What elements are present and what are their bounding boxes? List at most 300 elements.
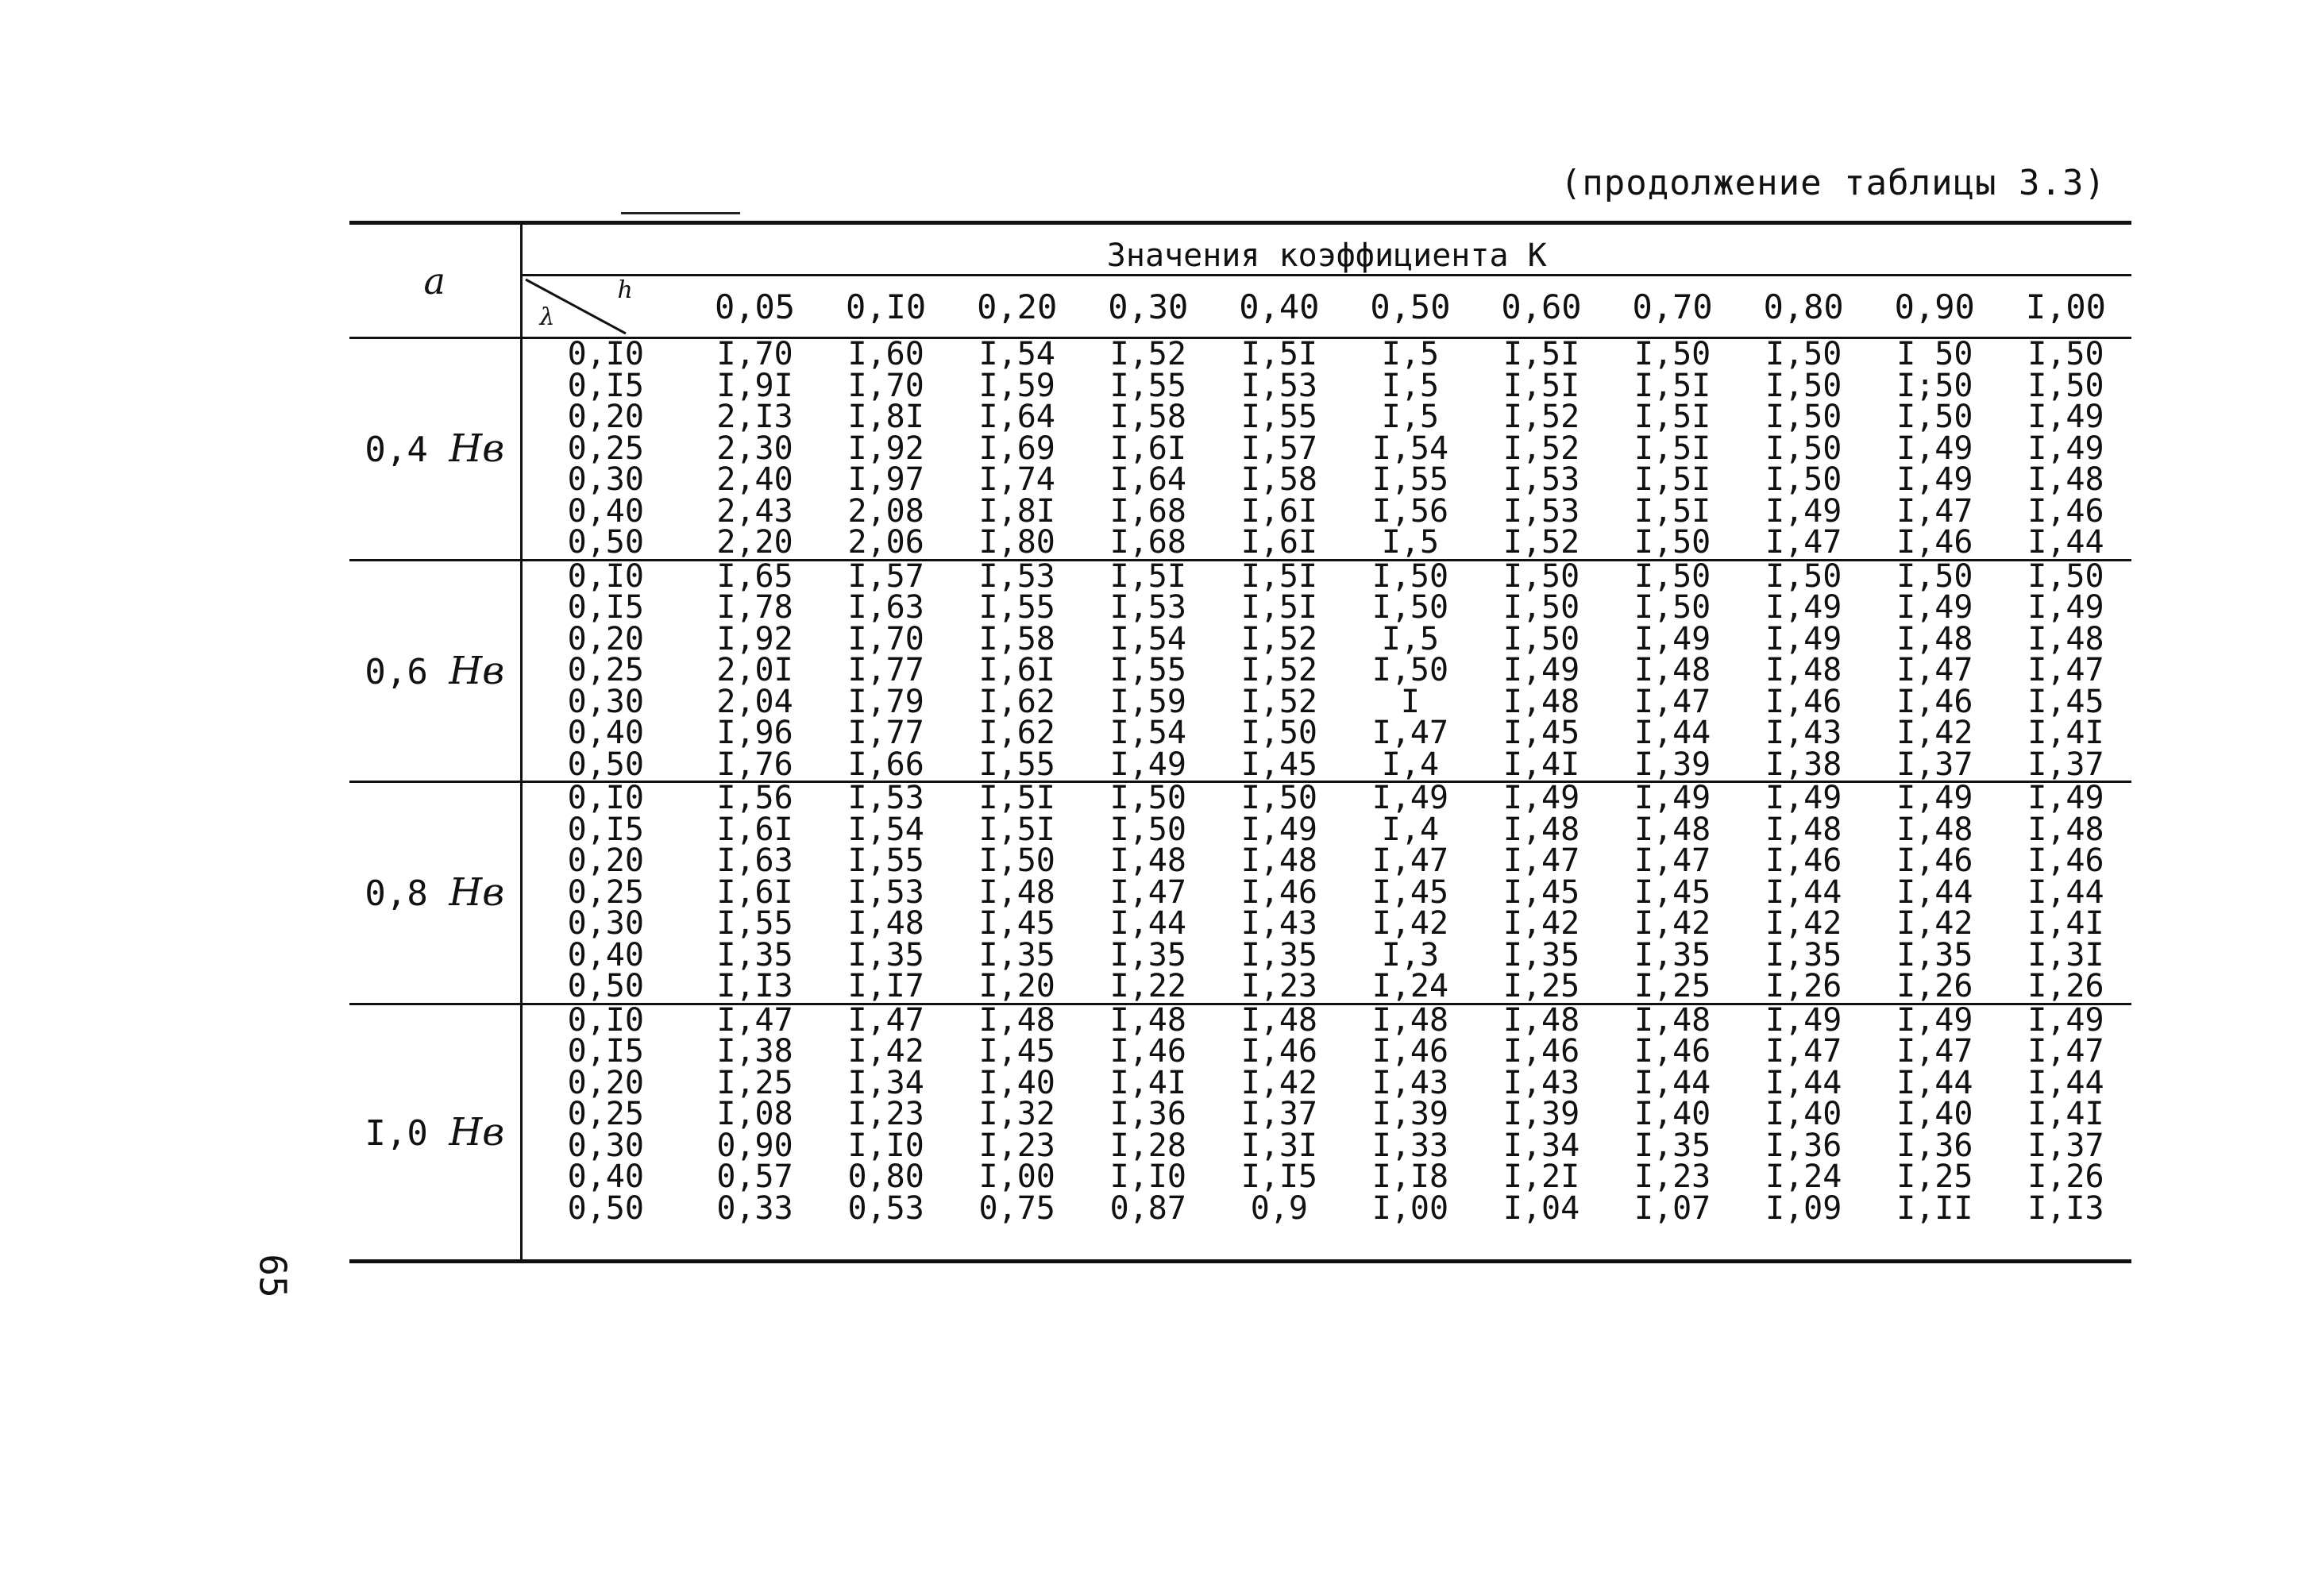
decorative-rule <box>621 212 740 214</box>
lambda-value: 0,I5 <box>567 589 644 626</box>
table-cell: 0,53 <box>847 1189 924 1227</box>
table-cell: I,46 <box>1634 1033 1711 1070</box>
value-column <box>1869 338 2000 561</box>
value-column <box>1082 782 1213 1004</box>
table-cell: I,58 <box>1240 461 1318 498</box>
table-cell: I,3I <box>1240 1127 1318 1164</box>
lambda-value: 0,25 <box>567 873 644 911</box>
table-cell: I,49 <box>1765 589 1842 626</box>
table-cell: I,44 <box>1765 873 1842 911</box>
table-cell: I,00 <box>1371 1189 1449 1227</box>
table-cell: I,63 <box>847 589 924 626</box>
table-cell: I,20 <box>978 968 1055 1004</box>
table-cell: I,I0 <box>1109 1158 1186 1195</box>
value-column <box>1344 1001 1475 1262</box>
column-header-h: 0,90 <box>1869 276 2000 338</box>
table-cell: I,59 <box>1109 683 1186 720</box>
value-column <box>1738 338 1869 561</box>
value-column <box>951 557 1082 783</box>
table-cell: I,57 <box>847 557 924 595</box>
table-cell: I,25 <box>1634 968 1711 1004</box>
table-cell: I,54 <box>1109 620 1186 657</box>
table-cell: I,50 <box>1502 557 1580 595</box>
table-cell: I,55 <box>1109 367 1186 404</box>
table-cell: 2,06 <box>847 524 924 561</box>
table-cell: 2,08 <box>847 492 924 530</box>
lambda-value: 0,40 <box>567 715 644 751</box>
table-cell: I,55 <box>978 746 1055 783</box>
table-cell: I,26 <box>2027 968 2104 1004</box>
table-cell: I,50 <box>2027 336 2104 372</box>
table-cell: 0,80 <box>847 1158 924 1195</box>
value-column <box>1082 557 1213 783</box>
table-cell: I,46 <box>2027 842 2104 879</box>
value-column <box>1738 782 1869 1004</box>
table-cell: I,48 <box>1502 1001 1580 1039</box>
table-cell: I,6I <box>716 873 793 911</box>
lambda-column <box>521 782 689 1004</box>
value-column <box>1869 782 2000 1004</box>
table-cell: I,5I <box>1634 367 1711 404</box>
value-column <box>820 782 951 1004</box>
table-cell: I,45 <box>2027 683 2104 720</box>
table-cell: I,66 <box>847 746 924 783</box>
lambda-value: 0,25 <box>567 430 644 467</box>
table-cell: I,45 <box>1371 873 1449 911</box>
table-cell: I,47 <box>1896 492 1973 530</box>
table-cell: I,45 <box>1240 746 1318 783</box>
value-column <box>1213 338 1344 561</box>
lambda-value: 0,50 <box>567 1189 644 1227</box>
table-cell: I,52 <box>1502 399 1580 435</box>
table-cell: I,5I <box>1240 557 1318 595</box>
table-cell: I,23 <box>1634 1158 1711 1195</box>
value-column <box>1475 782 1606 1004</box>
table-row-group <box>349 1004 2131 1262</box>
table-cell: 2,0I <box>716 652 793 688</box>
table-row-group <box>349 782 2131 1004</box>
table-cell: I,39 <box>1371 1096 1449 1132</box>
table-cell: I,I3 <box>716 968 793 1004</box>
table-cell: I,50 <box>1634 589 1711 626</box>
table-cell: I,64 <box>1109 461 1186 498</box>
table-cell: I,50 <box>1896 557 1973 595</box>
table-cell: I,48 <box>1109 842 1186 879</box>
lambda-value: 0,I0 <box>567 780 644 816</box>
lambda-value: 0,20 <box>567 620 644 657</box>
table-cell: I,5I <box>1634 461 1711 498</box>
table-cell: I,5I <box>1634 399 1711 435</box>
value-column <box>1869 1001 2000 1262</box>
table-cell: I,48 <box>1109 1001 1186 1039</box>
table-cell: I,34 <box>847 1064 924 1101</box>
table-cell: 2,04 <box>716 683 793 720</box>
table-cell: 2,20 <box>716 524 793 561</box>
table-cell: I,24 <box>1765 1158 1842 1195</box>
table-cell: I,58 <box>978 620 1055 657</box>
table-cell: 0,9 <box>1250 1189 1308 1227</box>
table-cell: I,46 <box>1896 683 1973 720</box>
table-cell: I,35 <box>1240 936 1318 973</box>
table-cell: I,52 <box>1240 652 1318 688</box>
lambda-value: 0,I5 <box>567 367 644 404</box>
lambda-value: 0,20 <box>567 842 644 879</box>
table-cell: I,47 <box>1896 1033 1973 1070</box>
lambda-value: 0,50 <box>567 968 644 1004</box>
table-cell: I,48 <box>2027 461 2104 498</box>
table-cell: I,5I <box>1634 492 1711 530</box>
table-cell: I,77 <box>847 715 924 751</box>
h-values-row <box>349 276 2131 338</box>
table-cell: I,52 <box>1109 336 1186 372</box>
table-cell: I,42 <box>1896 905 1973 942</box>
table-cell: I,48 <box>2027 811 2104 848</box>
page-number: 65 <box>251 1254 295 1298</box>
table-cell: I,53 <box>847 780 924 816</box>
table-cell: I,37 <box>1896 746 1973 783</box>
table-cell: I,35 <box>1765 936 1842 973</box>
table-cell: I,I7 <box>847 968 924 1004</box>
table-cell: I,5 <box>1381 336 1440 372</box>
table-cell: I,46 <box>1765 683 1842 720</box>
value-column <box>689 338 820 561</box>
value-column <box>1213 782 1344 1004</box>
table-cell: I,77 <box>847 652 924 688</box>
table-cell: I,48 <box>1765 652 1842 688</box>
table-cell: I,26 <box>1896 968 1973 1004</box>
value-column <box>820 338 951 561</box>
lambda-value: 0,I0 <box>567 336 644 372</box>
table-cell: I,I0 <box>847 1127 924 1164</box>
table-cell: I,48 <box>1371 1001 1449 1039</box>
table-cell: I,49 <box>1502 780 1580 816</box>
table-title-row <box>349 223 2131 276</box>
lambda-value: 0,I5 <box>567 1033 644 1070</box>
table-cell: I,47 <box>1765 1033 1842 1070</box>
table-cell: I,38 <box>716 1033 793 1070</box>
table-cell: I,40 <box>1896 1096 1973 1132</box>
table-cell: I,50 <box>1765 557 1842 595</box>
table-cell: I,47 <box>1896 652 1973 688</box>
table-cell: I,55 <box>1109 652 1186 688</box>
table-cell: I,56 <box>1371 492 1449 530</box>
table-cell: I,23 <box>1240 968 1318 1004</box>
table-cell: I,50 <box>1634 557 1711 595</box>
table-cell: 2,30 <box>716 430 793 467</box>
table-cell: I,44 <box>2027 524 2104 561</box>
table-cell: I,49 <box>1896 589 1973 626</box>
row-group-label <box>349 782 521 1004</box>
table-cell: I,36 <box>1765 1127 1842 1164</box>
table-cell: I <box>1400 683 1420 720</box>
table-cell: I,49 <box>1634 780 1711 816</box>
table-cell: I,62 <box>978 683 1055 720</box>
table-cell: 0,57 <box>716 1158 793 1195</box>
table-cell: I,42 <box>1502 905 1580 942</box>
table-cell: I,48 <box>1896 620 1973 657</box>
table-cell: I,37 <box>2027 746 2104 783</box>
table-cell: I,49 <box>2027 399 2104 435</box>
table-cell: I,52 <box>1240 620 1318 657</box>
table-cell: I;50 <box>1896 367 1973 404</box>
table-cell: I,34 <box>1502 1127 1580 1164</box>
table-cell: I,49 <box>1109 746 1186 783</box>
table-cell: I,6I <box>1240 524 1318 561</box>
table-cell: I,49 <box>1765 620 1842 657</box>
table-cell: I,5I <box>1502 336 1580 372</box>
table-cell: 0,87 <box>1109 1189 1186 1227</box>
table-cell: I,44 <box>1765 1064 1842 1101</box>
table-cell: I,23 <box>978 1127 1055 1164</box>
row-group-label-unit: Hв <box>449 426 505 472</box>
table-cell: I,5I <box>1240 589 1318 626</box>
table-cell: I,50 <box>1765 336 1842 372</box>
table-cell: I,65 <box>716 557 793 595</box>
table-cell: I,36 <box>1109 1096 1186 1132</box>
table-cell: I,40 <box>1634 1096 1711 1132</box>
table-cell: I,49 <box>1240 811 1318 848</box>
table-cell: I,07 <box>1634 1189 1711 1227</box>
table-cell: I,49 <box>1765 1001 1842 1039</box>
table-cell: I,6I <box>1109 430 1186 467</box>
table-cell: I,42 <box>1896 715 1973 751</box>
value-column <box>1607 338 1738 561</box>
table-cell: I,48 <box>1240 842 1318 879</box>
table-cell: I,78 <box>716 589 793 626</box>
table-cell: I,58 <box>1109 399 1186 435</box>
table-cell: I,49 <box>2027 1001 2104 1039</box>
table-cell: I,35 <box>1109 936 1186 973</box>
table-cell: I,50 <box>1634 524 1711 561</box>
table-cell: I,35 <box>716 936 793 973</box>
table-cell: I,79 <box>847 683 924 720</box>
table-cell: I,76 <box>716 746 793 783</box>
value-column <box>1082 338 1213 561</box>
lambda-column <box>521 557 689 783</box>
value-column <box>820 1001 951 1262</box>
table-cell: I,59 <box>978 367 1055 404</box>
lambda-value: 0,20 <box>567 399 644 435</box>
table-cell: I,50 <box>1765 367 1842 404</box>
table-cell: I,42 <box>1240 1064 1318 1101</box>
table-cell: 2,43 <box>716 492 793 530</box>
table-cell: I,45 <box>1502 873 1580 911</box>
table-cell: I,69 <box>978 430 1055 467</box>
table-cell: I,48 <box>1240 1001 1318 1039</box>
table-cell: I,50 <box>2027 367 2104 404</box>
column-header-h: 0,80 <box>1738 276 1869 338</box>
table-cell: I,47 <box>1371 715 1449 751</box>
table-cell: I,60 <box>847 336 924 372</box>
table-cell: I,35 <box>978 936 1055 973</box>
table-cell: I,96 <box>716 715 793 751</box>
lambda-value: 0,50 <box>567 524 644 561</box>
table-cell: I,47 <box>2027 652 2104 688</box>
value-column <box>1213 1001 1344 1262</box>
table-cell: I,49 <box>1896 461 1973 498</box>
table-cell: I,55 <box>978 589 1055 626</box>
diagonal-header-cell <box>521 276 689 338</box>
table-cell: I,47 <box>1634 683 1711 720</box>
table-cell: I,5 <box>1381 620 1440 657</box>
value-column <box>2000 338 2131 561</box>
table-cell: I,45 <box>978 1033 1055 1070</box>
table-cell: I,44 <box>2027 873 2104 911</box>
table-cell: I,53 <box>1240 367 1318 404</box>
table-cell: I,35 <box>1634 936 1711 973</box>
table-cell: I,50 <box>978 842 1055 879</box>
table-cell: I,63 <box>716 842 793 879</box>
row-group-label-unit: Hв <box>449 648 505 693</box>
lambda-column <box>521 1001 689 1262</box>
row-group-label-value: 0,8 <box>364 873 428 915</box>
table-cell: I,70 <box>847 367 924 404</box>
lambda-value: 0,25 <box>567 1096 644 1132</box>
table-cell: I,43 <box>1502 1064 1580 1101</box>
table-cell: I,43 <box>1371 1064 1449 1101</box>
table-cell: I,44 <box>1109 905 1186 942</box>
table-cell: I,68 <box>1109 524 1186 561</box>
value-column <box>2000 782 2131 1004</box>
table-cell: I,54 <box>978 336 1055 372</box>
table-cell: I,42 <box>847 1033 924 1070</box>
table-cell: I,47 <box>1502 842 1580 879</box>
table-cell: I,35 <box>1896 936 1973 973</box>
table-cell: I,35 <box>1634 1127 1711 1164</box>
table-cell: I,92 <box>716 620 793 657</box>
table-cell: I,53 <box>1502 461 1580 498</box>
table-cell: I,6I <box>1240 492 1318 530</box>
lambda-value: 0,30 <box>567 905 644 942</box>
table-cell: I,38 <box>1765 746 1842 783</box>
lambda-value: 0,30 <box>567 683 644 720</box>
table-cell: I,44 <box>1634 1064 1711 1101</box>
value-column <box>1738 1001 1869 1262</box>
table-cell: I,44 <box>1896 873 1973 911</box>
table-cell: I,I8 <box>1371 1158 1449 1195</box>
table-cell: I,42 <box>1634 905 1711 942</box>
table-cell: I,42 <box>1371 905 1449 942</box>
table-cell: I,35 <box>847 936 924 973</box>
table-cell: I,50 <box>1240 780 1318 816</box>
lambda-value: 0,I0 <box>567 557 644 595</box>
table-cell: I,52 <box>1240 683 1318 720</box>
h-axis-label: h <box>617 276 633 304</box>
table-cell: I,55 <box>716 905 793 942</box>
table-cell: I,25 <box>1896 1158 1973 1195</box>
table-cell: I,50 <box>1634 336 1711 372</box>
value-column <box>1738 557 1869 783</box>
table-cell: I,47 <box>1634 842 1711 879</box>
value-column <box>689 1001 820 1262</box>
column-header-h: 0,30 <box>1082 276 1213 338</box>
table-cell: I,5I <box>1634 430 1711 467</box>
table-cell: I,39 <box>1634 746 1711 783</box>
table-cell: I,64 <box>978 399 1055 435</box>
table-cell: I,48 <box>1765 811 1842 848</box>
table-cell: I,50 <box>1502 620 1580 657</box>
table-cell: I,24 <box>1371 968 1449 1004</box>
table-cell: I,46 <box>2027 492 2104 530</box>
table-cell: I,62 <box>978 715 1055 751</box>
table-cell: I,49 <box>1896 430 1973 467</box>
table-cell: I,26 <box>2027 1158 2104 1195</box>
table-cell: I,47 <box>1109 873 1186 911</box>
table-cell: I,46 <box>1502 1033 1580 1070</box>
column-header-h: 0,I0 <box>820 276 951 338</box>
table-cell: I,52 <box>1502 430 1580 467</box>
column-header-h: I,00 <box>2000 276 2131 338</box>
table-cell: I,44 <box>2027 1064 2104 1101</box>
table-cell: I,48 <box>1634 811 1711 848</box>
table-cell: I,5I <box>1240 336 1318 372</box>
table-cell: I,09 <box>1765 1189 1842 1227</box>
value-column <box>820 557 951 783</box>
table-cell: I,49 <box>2027 589 2104 626</box>
table-cell: I,54 <box>847 811 924 848</box>
table-cell: I,74 <box>978 461 1055 498</box>
row-group-label-unit: Hв <box>449 870 505 916</box>
table-cell: I,39 <box>1502 1096 1580 1132</box>
table-cell: I,50 <box>1765 399 1842 435</box>
value-column <box>2000 557 2131 783</box>
table-cell: I,08 <box>716 1096 793 1132</box>
table-cell: 0,90 <box>716 1127 793 1164</box>
table-cell: I,54 <box>1109 715 1186 751</box>
table-cell: I,48 <box>1502 811 1580 848</box>
table-cell: I,92 <box>847 430 924 467</box>
lambda-value: 0,20 <box>567 1064 644 1101</box>
table-cell: I,49 <box>2027 780 2104 816</box>
value-column <box>951 1001 1082 1262</box>
table-cell: I,6I <box>716 811 793 848</box>
table-cell: I,49 <box>1896 780 1973 816</box>
value-column <box>1475 1001 1606 1262</box>
table-cell: I,25 <box>716 1064 793 1101</box>
table-cell: I,50 <box>1109 811 1186 848</box>
table-cell: I,6I <box>978 652 1055 688</box>
table-cell: I,8I <box>978 492 1055 530</box>
table-cell: I,97 <box>847 461 924 498</box>
table-cell: I,46 <box>1371 1033 1449 1070</box>
table-cell: I,68 <box>1109 492 1186 530</box>
table-cell: I,42 <box>1765 905 1842 942</box>
row-group-label <box>349 338 521 561</box>
table-cell: I,5I <box>1502 367 1580 404</box>
table-cell: I,55 <box>847 842 924 879</box>
value-column <box>1213 557 1344 783</box>
row-group-label-unit: Hв <box>449 1109 505 1155</box>
value-column <box>689 557 820 783</box>
table-cell: I,4 <box>1381 811 1440 848</box>
table-cell: I,25 <box>1502 968 1580 1004</box>
table-cell: I,32 <box>978 1096 1055 1132</box>
table-cell: I,54 <box>1371 430 1449 467</box>
table-cell: I,5 <box>1381 524 1440 561</box>
lambda-value: 0,I5 <box>567 811 644 848</box>
table-cell: I,48 <box>1634 652 1711 688</box>
column-header-h: 0,20 <box>951 276 1082 338</box>
value-column <box>689 782 820 1004</box>
table-cell: I,4I <box>2027 905 2104 942</box>
lambda-axis-label: λ <box>539 303 555 331</box>
table-cell: I,46 <box>1240 1033 1318 1070</box>
table-title: Значения коэффициента К <box>521 223 2131 276</box>
table-cell: I,53 <box>978 557 1055 595</box>
table-cell: I,57 <box>1240 430 1318 467</box>
table-cell: 0,33 <box>716 1189 793 1227</box>
table-cell: I,3I <box>2027 936 2104 973</box>
